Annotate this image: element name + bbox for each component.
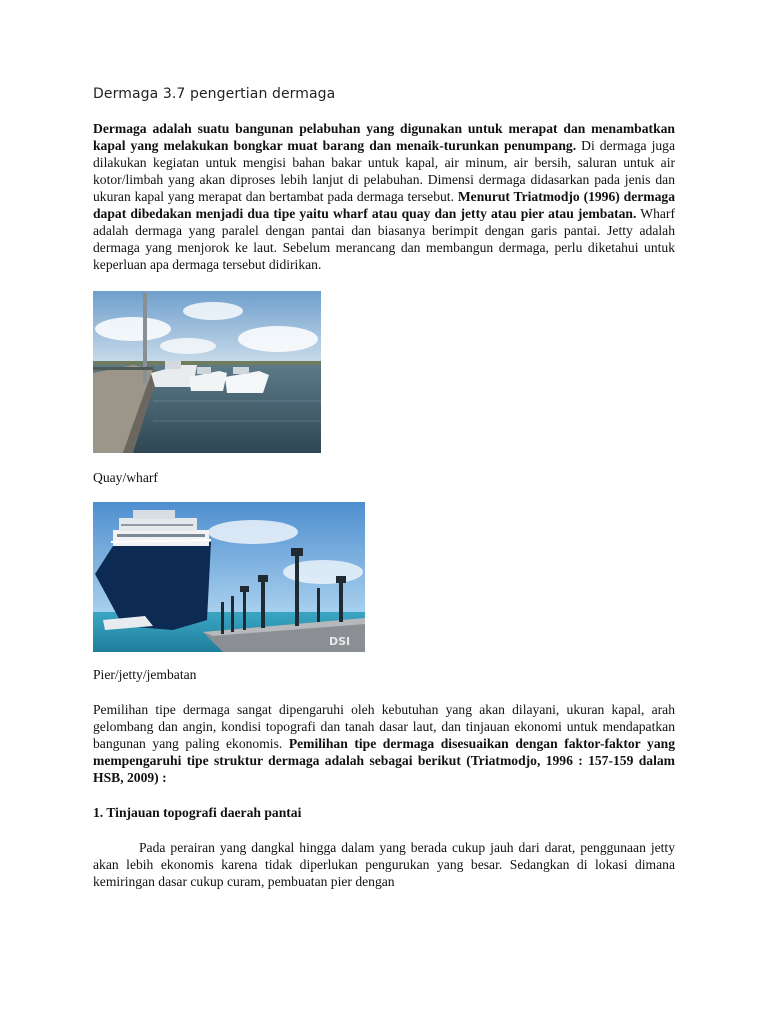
selection-bold-text: Pemilihan tipe dermaga disesuaikan dengan faktor-faktor yang mempengaruhi tipe struktur dermaga adalah sebagai berikut (Triatmodjo, 1996 : 157-159 dalam HSB, 2009) : bbox=[93, 736, 675, 785]
selection-text: Pemilihan tipe dermaga sangat dipengaruhi oleh kebutuhan yang akan dilayani, ukuran kapal, arah gelombang dan angin, kondisi topografi dan tanah dasar laut, dan tinjauan ekonomi untuk mendapatkan bangunan yang paling ekonomis. bbox=[93, 702, 675, 751]
paragraph-topografi: Pada perairan yang dangkal hingga dalam yang berada cukup jauh dari darat, penggunaan jetty akan lebih ekonomis karena tidak diperlukan pengurukan yang besar. Sedangkan di lokasi dimana kemiringan dasar cukup curam, pembuatan pier dengan bbox=[93, 840, 675, 889]
document-page bbox=[93, 86, 675, 890]
triatmodjo-bold-text: Menurut Triatmodjo (1996) dermaga dapat dibedakan menjadi dua tipe yaitu wharf atau quay dan jetty atau pier atau jembatan. bbox=[93, 189, 675, 221]
pier-jetty-photo bbox=[93, 502, 365, 652]
paragraph-definition bbox=[93, 120, 675, 273]
page-heading: Dermaga 3.7 pengertian dermaga bbox=[93, 86, 336, 102]
definition-text: Di dermaga juga dilakukan kegiatan untuk mengisi bahan bakar untuk kapal, air minum, air bersih, saluran untuk air kotor/limbah yang akan diproses lebih lanjut di pelabuhan. Dimensi dermaga didasarkan pada jenis dan ukuran kapal yang merapat dan bertambat pada dermaga tersebut. bbox=[93, 138, 675, 204]
definition-bold-text: Dermaga adalah suatu bangunan pelabuhan yang digunakan untuk merapat dan menambatkan kapal yang melakukan bongkar muat barang dan menaik-turunkan penumpang. bbox=[93, 121, 675, 153]
wharf-jetty-text: Wharf adalah dermaga yang paralel dengan pantai dan biasanya berimpit dengan garis pantai. Jetty adalah dermaga yang menjorok ke laut. Sebelum merancang dan membangun dermaga, perlu diketahui untuk keperluan apa dermaga tersebut didirikan. bbox=[93, 206, 675, 272]
quay-wharf-caption: Quay/wharf bbox=[93, 470, 158, 485]
paragraph-selection bbox=[93, 701, 675, 786]
pier-jetty-caption: Pier/jetty/jembatan bbox=[93, 667, 197, 682]
watermark-text: DSI bbox=[329, 635, 351, 648]
quay-wharf-photo bbox=[93, 291, 321, 453]
section-title-topografi: 1. Tinjauan topografi daerah pantai bbox=[93, 805, 302, 820]
